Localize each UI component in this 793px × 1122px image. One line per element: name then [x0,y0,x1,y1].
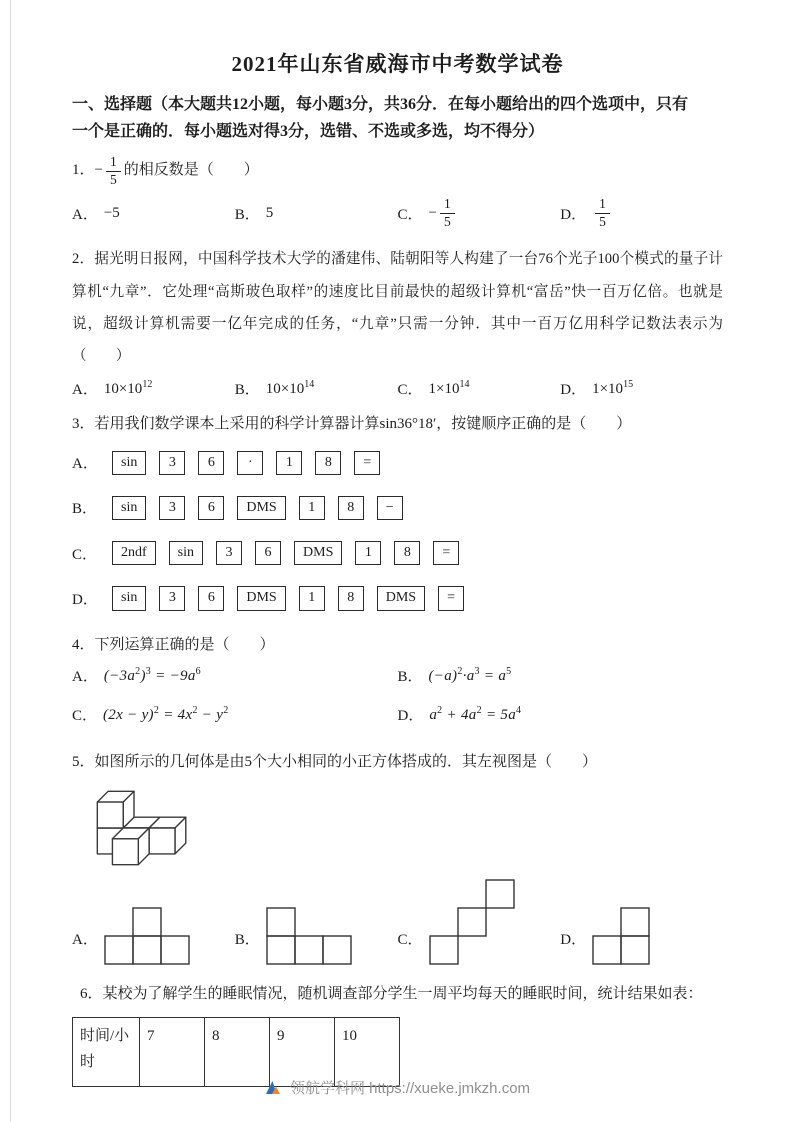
option-a [72,378,235,399]
question-5-figure-wrap [76,787,723,869]
fraction [106,155,121,187]
minus-sign: − [428,204,437,221]
fraction [440,197,455,229]
option-label: B． [397,669,423,686]
calculator-key: 3 [159,496,185,520]
option-d [560,907,723,967]
calculator-key: 3 [216,541,242,565]
option-c [398,195,561,231]
option-label: A． [72,932,98,949]
question-6-stem: 6．某校为了解学生的睡眠情况，随机调查部分学生一周平均每天的睡眠时间，统计结果如表： [80,986,703,1003]
option-label: D． [72,592,98,609]
option-value: $1\times 10^{14}$ [428,378,470,397]
question-5 [72,749,723,967]
option-a [72,203,235,224]
calculator-key: DMS [237,496,285,520]
fraction-numerator: 1 [440,197,455,214]
calculator-key: − [377,496,403,520]
view-option-b-figure [266,907,352,967]
table-cell: 9 [270,1017,335,1086]
option-label: C． [397,932,423,949]
cube-assembly-figure [76,787,192,869]
fraction-denominator: 5 [109,171,117,187]
question-3 [72,411,723,611]
option-label: D． [397,708,424,725]
option-d [398,704,724,725]
question-2-options [72,378,723,399]
site-logo-icon [263,1078,283,1098]
calculator-key-sequence [112,541,472,565]
option-label: B． [234,932,260,949]
page-title: 2021年山东省威海市中考数学试卷 [231,52,564,76]
option-label: D． [560,932,587,949]
option-label: B． [234,206,260,223]
question-1-text: 的相反数是（ ） [123,162,259,179]
exponent: 14 [459,378,470,390]
scan-edge-line [10,0,11,1122]
calculator-key: 1 [355,541,381,565]
option-label: C． [72,546,98,563]
option-b [235,378,398,399]
option-c [72,704,398,725]
question-2-stem: 2．据光明日报网，中国科学技术大学的潘建伟、陆朝阳等人构建了一台76个光子100个模式的量子计算机“九章”．它处理“高斯玻色取样”的速度比目前最快的超级计算机“富岳”快一百万亿倍。也就是说，超级计算机需要一亿年完成的任务，“九章”只需一分钟．其中一百万亿用科学记数法表示为（ ） [72,251,723,364]
section-header-line-1: 一、选择题（本大题共12小题，每小题3分，共36分．在每小题给出的四个选项中，只有 [72,96,689,113]
minus-sign: − [94,162,103,179]
option-label: B． [234,381,260,398]
question-5-stem: 5．如图所示的几何体是由5个大小相同的小正方体搭成的．其左视图是（ ） [72,754,598,771]
calculator-key: DMS [294,541,342,565]
option-label: D． [560,381,587,398]
exponent: 12 [142,378,153,390]
question-1 [72,153,723,231]
calculator-key: sin [112,451,146,475]
option-label: A． [72,669,98,686]
fraction [595,197,610,229]
question-5-options [72,879,723,967]
question-3-option-c [72,541,723,565]
option-label: A． [72,456,98,473]
option-label: B． [72,501,98,518]
question-4-stem: 4．下列运算正确的是（ ） [72,636,275,653]
calculator-key-sequence [112,451,393,475]
question-6 [72,981,723,1087]
calculator-key: sin [112,586,146,610]
option-a [72,907,235,967]
question-1-options [72,195,723,231]
fraction-denominator: 5 [443,213,451,229]
calculator-key: 3 [159,586,185,610]
calculator-key: = [354,451,380,475]
option-label: A． [72,381,98,398]
option-d [560,378,723,399]
question-2 [72,243,723,398]
calculator-key: 1 [276,451,302,475]
math-expression: $(-3a^2)^3 = -9a^6$ [103,666,201,685]
calculator-key: 8 [394,541,420,565]
table-cell: 8 [205,1017,270,1086]
footer-text: 领航学科网 https://xueke.jmkzh.com [289,1080,531,1097]
calculator-key: DMS [237,586,285,610]
option-label: C． [72,708,98,725]
question-3-stem: 3．若用我们数学课本上采用的科学计算器计算sin36°18′，按键顺序正确的是（ ） [72,415,632,432]
calculator-key: 3 [159,451,185,475]
question-1-number: 1． [72,162,95,179]
exponent: 14 [304,378,315,390]
question-1-stem [72,153,723,189]
table-cell: 10 [335,1017,400,1086]
option-d [560,195,723,231]
calculator-key: 8 [315,451,341,475]
option-c [398,879,561,967]
calculator-key: DMS [377,586,425,610]
table-header-cell: 时间/小时 [73,1017,140,1086]
option-label: C． [397,381,423,398]
calculator-key: = [433,541,459,565]
view-option-a-figure [104,907,190,967]
calculator-key-sequence [112,586,477,610]
math-expression: $a^2 + 4a^2 = 5a^4$ [429,705,522,724]
calculator-key: 8 [338,496,364,520]
option-label: C． [397,206,423,223]
calculator-key: sin [169,541,203,565]
option-value: $10\times 10^{12}$ [103,378,153,397]
math-expression: $(2x - y)^2 = 4x^2 - y^2$ [103,705,229,724]
calculator-key: 6 [198,496,224,520]
question-3-option-d [72,586,723,610]
calculator-key: 8 [338,586,364,610]
option-value: −5 [103,204,120,221]
calculator-key: 6 [255,541,281,565]
calculator-key-sequence [112,496,416,520]
view-option-d-figure [592,907,650,967]
exponent: 15 [623,378,634,390]
table-cell: 7 [140,1017,205,1086]
calculator-key: 6 [198,451,224,475]
calculator-key: 6 [198,586,224,610]
question-3-option-b [72,496,723,520]
option-a [72,665,398,686]
calculator-key: 2ndf [112,541,156,565]
calculator-key: · [237,451,263,475]
question-4-options [72,665,723,743]
calculator-key: 1 [299,586,325,610]
option-b [398,665,724,686]
option-label: D． [560,206,587,223]
section-header [72,92,723,145]
option-label: A． [72,206,98,223]
option-b [235,203,398,224]
fraction-denominator: 5 [599,213,606,229]
option-c [398,378,561,399]
option-value: 5 [265,204,274,221]
option-b [235,907,398,967]
view-option-c-figure [429,879,515,967]
option-value: $1\times 10^{15}$ [592,378,634,397]
calculator-key: = [438,586,464,610]
section-header-line-2: 一个是正确的．每小题选对得3分，选错、不选或多选，均不得分） [72,122,545,140]
option-value: $10\times 10^{14}$ [265,378,315,397]
fraction-numerator: 1 [106,155,121,172]
footer [0,1077,793,1098]
calculator-key: sin [112,496,146,520]
calculator-key: 1 [299,496,325,520]
question-4 [72,632,723,744]
math-expression: $(-a)^2\cdot a^3 = a^5$ [428,666,512,685]
fraction-numerator: 1 [595,197,610,214]
question-3-option-a [72,451,723,475]
